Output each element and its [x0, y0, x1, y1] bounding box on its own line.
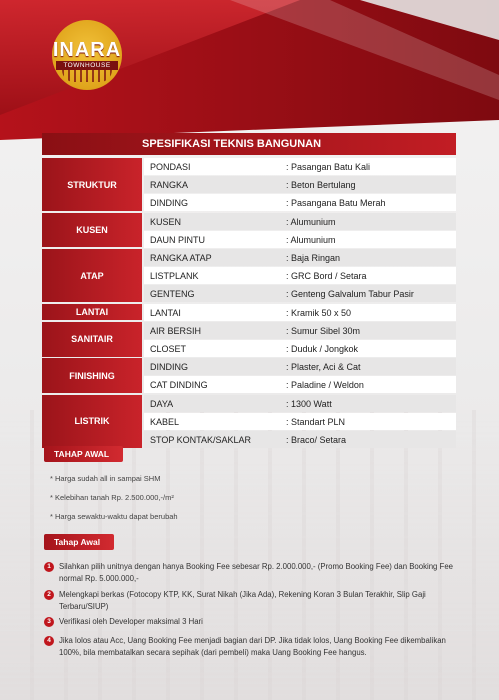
spec-key: GENTENG	[150, 289, 195, 300]
spec-value: : Beton Bertulang	[286, 180, 356, 191]
spec-row	[144, 358, 456, 375]
spec-value: : Pasangan Batu Kali	[286, 162, 371, 172]
step-number-badge: 1	[44, 562, 54, 572]
spec-row	[144, 158, 456, 175]
spec-value: : Braco/ Setara	[286, 435, 347, 445]
step-text: Jika lolos atau Acc, Uang Booking Fee menjadi bagian dari DP. Jika tidak lolos, Uang Booking Fee dikembalikan 100%, bila membatalkan secara sepihak (dari pembeli) maka Uang Booking Fee hangus.	[59, 636, 446, 657]
spec-row	[144, 322, 456, 339]
spec-key: KUSEN	[150, 216, 182, 227]
spec-category: FINISHING	[42, 358, 142, 393]
spec-row	[144, 285, 456, 302]
spec-key: CAT DINDING	[150, 380, 208, 391]
spec-value: : GRC Bord / Setara	[286, 271, 367, 282]
spec-row	[144, 231, 456, 248]
spec-row	[144, 395, 456, 412]
spec-key: PONDASI	[150, 162, 191, 172]
spec-value: : Genteng Galvalum Tabur Pasir	[286, 289, 414, 300]
price-note: * Harga sewaktu-waktu dapat berubah	[50, 512, 178, 521]
spec-value: : Alumunium	[286, 234, 336, 245]
price-note: * Harga sudah all in sampai SHM	[50, 474, 161, 483]
spec-key: RANGKA ATAP	[150, 253, 212, 263]
spec-row	[144, 213, 456, 230]
spec-category: STRUKTUR	[42, 158, 142, 211]
spec-row	[144, 267, 456, 284]
spec-key: STOP KONTAK/SAKLAR	[150, 435, 252, 445]
spec-value: : Plaster, Aci & Cat	[286, 362, 361, 373]
spec-value: : Pasangana Batu Merah	[286, 198, 386, 209]
step-text: Silahkan pilih unitnya dengan hanya Booking Fee sebesar Rp. 2.000.000,- (Promo Booking Fee) dan Booking Fee normal Rp. 5.000.000,-	[59, 562, 453, 583]
spec-key: KABEL	[150, 416, 180, 427]
spec-value: : 1300 Watt	[286, 398, 332, 409]
spec-key: DAUN PINTU	[150, 234, 206, 245]
tahap-awal-label-1: TAHAP AWAL	[44, 446, 123, 462]
step-number-badge: 4	[44, 636, 54, 646]
spec-key: RANGKA	[150, 180, 189, 191]
spec-row	[144, 194, 456, 211]
spec-key: LANTAI	[150, 307, 181, 318]
spec-value: : Baja Ringan	[286, 253, 341, 263]
spec-value: : Alumunium	[286, 216, 336, 227]
spec-table	[42, 133, 456, 445]
spec-row	[144, 304, 456, 321]
tahap-awal-label-2: Tahap Awal	[44, 534, 114, 550]
logo-rays	[62, 70, 112, 82]
step-text: Verifikasi oleh Developer maksimal 3 Hari	[59, 617, 203, 626]
logo-subtitle: TOWNHOUSE	[56, 61, 118, 70]
spec-category: ATAP	[42, 249, 142, 302]
spec-key: DINDING	[150, 362, 188, 373]
spec-table-title: SPESIFIKASI TEKNIS BANGUNAN	[42, 133, 456, 155]
inara-townhouse-logo	[52, 20, 122, 90]
spec-key: LISTPLANK	[150, 271, 199, 282]
spec-key: CLOSET	[150, 344, 187, 354]
spec-value: : Kramik 50 x 50	[286, 307, 352, 318]
step-number-badge: 3	[44, 617, 54, 627]
spec-value: : Paladine / Weldon	[286, 380, 364, 391]
spec-category: KUSEN	[42, 213, 142, 248]
spec-row	[144, 413, 456, 430]
spec-value: : Standart PLN	[286, 416, 346, 427]
spec-row	[144, 176, 456, 193]
step-number-badge: 2	[44, 590, 54, 600]
spec-value: : Duduk / Jongkok	[286, 344, 359, 354]
spec-category: LANTAI	[42, 304, 142, 321]
step-text: Melengkapi berkas (Fotocopy KTP, KK, Surat Nikah (Jika Ada), Rekening Koran 3 Bulan Terakhir, Slip Gaji Terbaru/SIUP)	[59, 590, 426, 611]
spec-value: : Sumur Sibel 30m	[286, 325, 361, 336]
spec-row	[144, 431, 456, 448]
spec-category: LISTRIK	[42, 395, 142, 448]
spec-row	[144, 340, 456, 357]
logo-name: INARA	[52, 39, 122, 61]
spec-category: SANITAIR	[42, 322, 142, 357]
spec-key: AIR BERSIH	[150, 325, 202, 336]
spec-row	[144, 249, 456, 266]
spec-row	[144, 376, 456, 393]
spec-key: DAYA	[150, 398, 174, 409]
price-note: * Kelebihan tanah Rp. 2.500.000,-/m²	[50, 493, 174, 502]
spec-key: DINDING	[150, 198, 188, 209]
